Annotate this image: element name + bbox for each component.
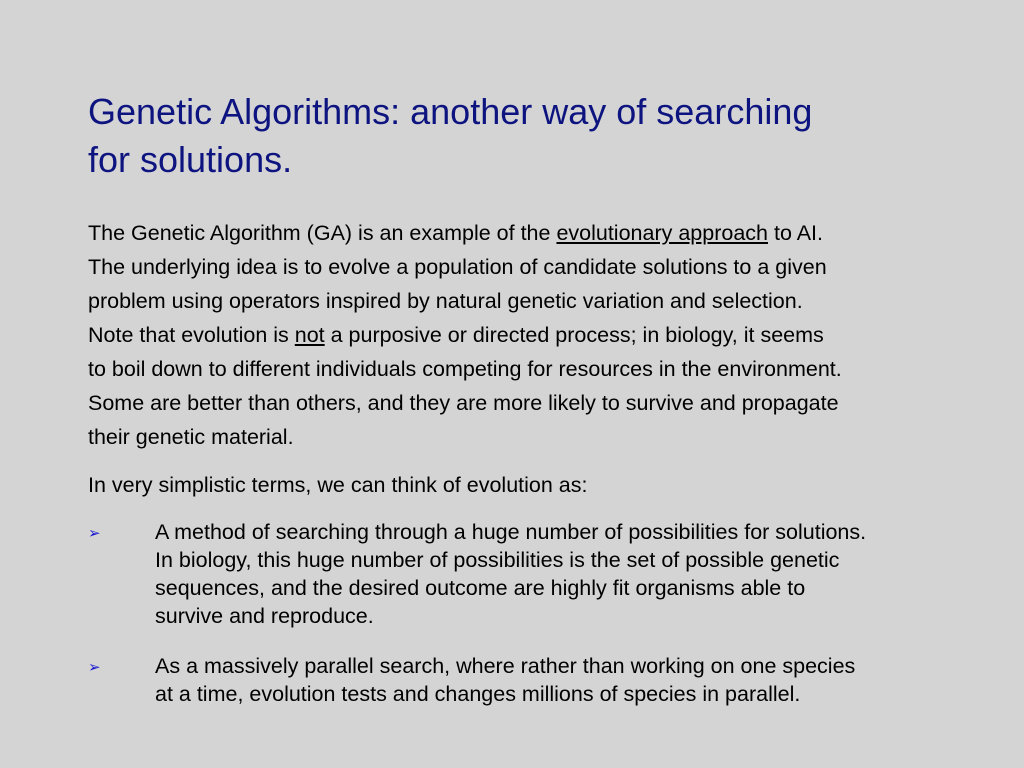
body-line-1 xyxy=(88,216,1018,250)
bullet-1-line-1: A method of searching through a huge number of possibilities for solutions. xyxy=(155,520,867,544)
body-line-4 xyxy=(88,318,1018,352)
bullet-1-text xyxy=(155,518,866,630)
bullet-2-text xyxy=(155,652,855,708)
body-line-6: Some are better than others, and they are more likely to survive and propagate xyxy=(88,391,839,415)
body-line-1-start: The Genetic Algorithm (GA) is an example of the xyxy=(88,221,557,245)
bullet-1-line-2: In biology, this huge number of possibilities is the set of possible genetic xyxy=(155,548,840,572)
bullet-2-line-2: at a time, evolution tests and changes millions of species in parallel. xyxy=(155,682,801,706)
evolutionary-approach-term: evolutionary approach xyxy=(556,221,768,245)
slide-title-line-1: Genetic Algorithms: another way of searching xyxy=(88,91,813,132)
body-line-3: problem using operators inspired by natural genetic variation and selection. xyxy=(88,289,803,313)
not-emphasis: not xyxy=(294,323,325,347)
arrow-bullet-icon: ➢ xyxy=(88,525,101,542)
body-line-5: to boil down to different individuals competing for resources in the environment. xyxy=(88,357,842,381)
body-line-1-end: to AI. xyxy=(768,221,823,245)
body-paragraph xyxy=(88,216,1018,454)
bullet-1-line-3: sequences, and the desired outcome are highly fit organisms able to xyxy=(155,576,806,600)
body-line-4-start: Note that evolution is xyxy=(88,323,295,347)
bullet-2-line-1: As a massively parallel search, where rather than working on one species xyxy=(155,654,856,678)
body-line-7: their genetic material. xyxy=(88,425,294,449)
bullet-1-line-4: survive and reproduce. xyxy=(155,604,374,628)
slide-title xyxy=(88,88,948,184)
slide-title-line-2: for solutions. xyxy=(88,139,293,180)
arrow-bullet-icon: ➢ xyxy=(88,659,101,676)
body-line-2: The underlying idea is to evolve a population of candidate solutions to a given xyxy=(88,255,827,279)
intro-text: In very simplistic terms, we can think of evolution as: xyxy=(88,473,588,497)
body-line-4-end: a purposive or directed process; in biology, it seems xyxy=(324,323,824,347)
